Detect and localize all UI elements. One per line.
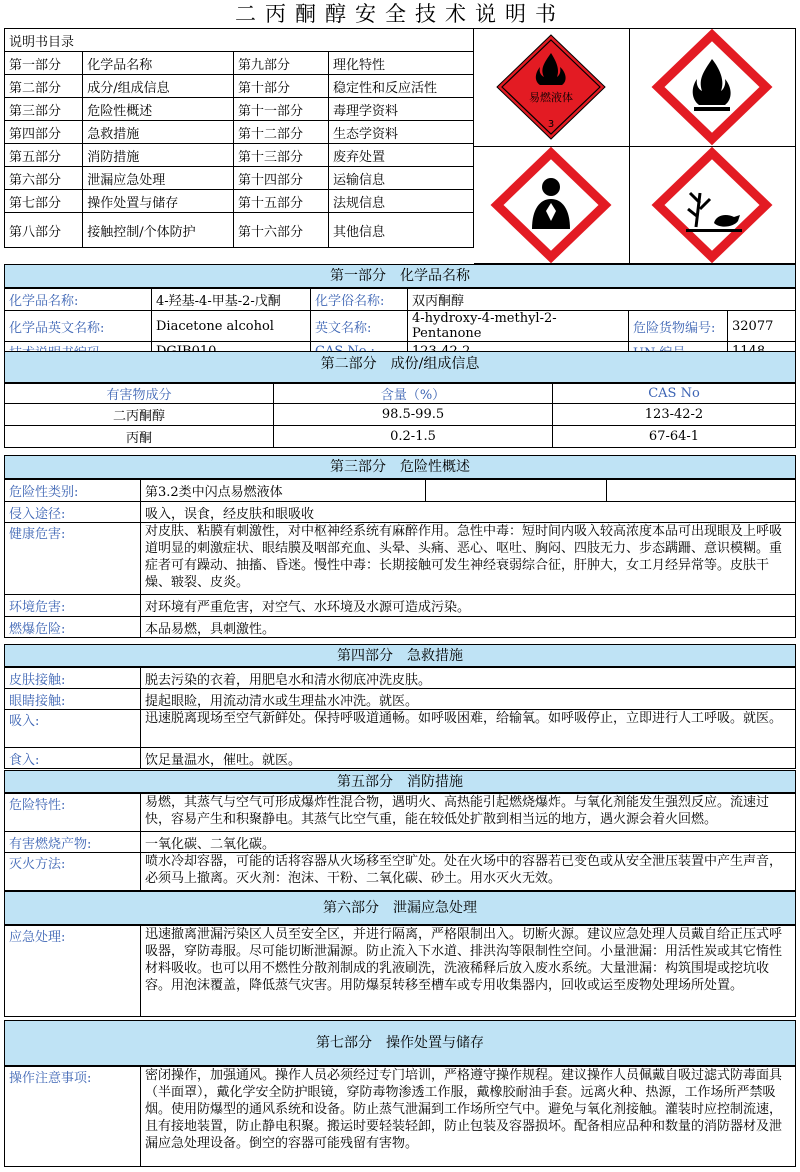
health-value: 对皮肤、粘膜有刺激性，对中枢神经系统有麻醉作用。急性中毒：短时间内吸入较高浓度本品可出现眼及上呼吸道明显的刺激症状、眼结膜及咽部充血、头晕、头痛、恶心、呕吐、胸闷、四肢无力、步态蹒跚、意识模糊。重症者可有躁动、抽搐、昏迷。慢性中毒：长期接触可发生神经衰弱综合征，肝肿大，女工月经异常等。皮肤干燥、皲裂、皮炎。 (141, 523, 796, 595)
toc-cell: 第十三部分 (233, 144, 328, 167)
toc-cell: 操作处置与储存 (83, 190, 234, 213)
toc-cell: 第八部分 (5, 213, 83, 248)
comp-cell: 123-42-2 (553, 404, 796, 426)
inhale-label: 吸入: (5, 710, 141, 748)
toc-cell: 第十一部分 (233, 98, 328, 121)
part2-section (4, 351, 796, 448)
hazard-property-value: 易燃，其蒸气与空气可形成爆炸性混合物，遇明火、高热能引起燃烧爆炸。与氧化剂能发生强烈反应。流速过快，容易产生和积聚静电。其蒸气比空气重，能在较低处扩散到相当远的地方，遇火源会着火回燃。 (141, 794, 796, 832)
toc-cell: 第一部分 (5, 52, 83, 75)
part6-section (4, 891, 796, 1017)
health-label: 健康危害: (5, 523, 141, 595)
skin-value: 脱去污染的衣着，用肥皂水和清水彻底冲洗皮肤。 (141, 668, 796, 689)
toc-cell: 第二部分 (5, 75, 83, 98)
extinguish-value: 喷水冷却容器，可能的话将容器从火场移至空旷处。处在火场中的容器若已变色或从安全泄压装置中产生声音，必须马上撤离。灭火剂：泡沫、干粉、二氧化碳、砂土。用水灭火无效。 (141, 853, 796, 891)
toc-cell: 生态学资料 (328, 121, 473, 144)
part7-table (4, 1066, 796, 1167)
env-label: 环境危害: (5, 595, 141, 617)
part1-section (4, 264, 796, 362)
hazard-class-value: 第3.2类中闪点易燃液体 (141, 480, 426, 502)
hazard-pictograms (474, 28, 796, 264)
health-hazard-icon (474, 147, 634, 264)
table-row (5, 404, 796, 426)
toc-cell: 第十六部分 (233, 213, 328, 248)
part5-table (4, 793, 796, 891)
toc-table (4, 28, 474, 248)
comp-cell: 丙酮 (5, 426, 274, 448)
part4-section (4, 644, 796, 769)
fire-label: 燃爆危险: (5, 617, 141, 638)
part4-table (4, 667, 796, 769)
toc-cell: 第十部分 (233, 75, 328, 98)
part6-title: 第六部分 泄漏应急处理 (4, 891, 796, 925)
eye-value: 提起眼睑，用流动清水或生理盐水冲洗。就医。 (141, 689, 796, 710)
flammable-liquid-transport-icon (474, 29, 634, 146)
flame-icon (630, 29, 790, 146)
part5-section (4, 770, 796, 891)
handling-label: 操作注意事项: (5, 1067, 141, 1167)
toc-cell: 急救措施 (83, 121, 234, 144)
part6-table (4, 925, 796, 1017)
toc-cell: 第九部分 (233, 52, 328, 75)
comp-header: 有害物成分 (5, 384, 274, 404)
toc-cell: 毒理学资料 (328, 98, 473, 121)
toc-cell: 第三部分 (5, 98, 83, 121)
inhale-value: 迅速脱离现场至空气新鲜处。保持呼吸道通畅。如呼吸困难，给输氧。如呼吸停止，立即进行人工呼吸。就医。 (141, 710, 796, 748)
part7-title: 第七部分 操作处置与储存 (4, 1020, 796, 1066)
toc-cell: 第四部分 (5, 121, 83, 144)
toc-cell: 运输信息 (328, 167, 473, 190)
blank-cell (607, 480, 796, 502)
toc-cell: 第十四部分 (233, 167, 328, 190)
en-name-value: Diacetone alcohol (152, 311, 311, 342)
part4-title: 第四部分 急救措施 (4, 644, 796, 667)
cn-name-label: 化学品名称: (5, 289, 152, 311)
transport-label: 易燃液体 (529, 91, 573, 104)
cn-name-value: 4-羟基-4-甲基-2-戊酮 (152, 289, 311, 311)
part5-title: 第五部分 消防措施 (4, 770, 796, 793)
part7-section (4, 1020, 796, 1167)
part3-table (4, 479, 796, 638)
eye-label: 眼睛接触: (5, 689, 141, 710)
part3-title: 第三部分 危险性概述 (4, 455, 796, 479)
dg-number-label: 危险货物编号: (629, 311, 728, 342)
toc-cell: 第五部分 (5, 144, 83, 167)
environment-hazard-icon (630, 147, 790, 264)
en-name-label: 化学品英文名称: (5, 311, 152, 342)
hazard-class-label: 危险性类别: (5, 480, 141, 502)
toc-cell: 第十二部分 (233, 121, 328, 144)
en-alt-label: 英文名称: (311, 311, 408, 342)
env-value: 对环境有严重危害，对空气、水环境及水源可造成污染。 (141, 595, 796, 617)
blank-cell (426, 480, 607, 502)
table-row (5, 426, 796, 448)
toc-cell: 第六部分 (5, 167, 83, 190)
skin-label: 皮肤接触: (5, 668, 141, 689)
route-label: 侵入途径: (5, 502, 141, 523)
common-name-label: 化学俗名称: (311, 289, 408, 311)
ingest-value: 饮足量温水，催吐。就医。 (141, 748, 796, 769)
extinguish-label: 灭火方法: (5, 853, 141, 891)
toc-cell: 其他信息 (328, 213, 473, 248)
toc-cell: 危险性概述 (83, 98, 234, 121)
en-alt-value: 4-hydroxy-4-methyl-2-Pentanone (408, 311, 629, 342)
comp-cell: 98.5-99.5 (274, 404, 553, 426)
toc-cell: 接触控制/个体防护 (83, 213, 234, 248)
route-value: 吸入，误食，经皮肤和眼吸收 (141, 502, 796, 523)
part3-section (4, 455, 796, 638)
comp-cell: 67-64-1 (553, 426, 796, 448)
document-title: 二丙酮醇安全技术说明书 (235, 2, 565, 26)
toc-cell: 化学品名称 (83, 52, 234, 75)
comp-header: CAS No (553, 384, 796, 404)
hazard-property-label: 危险特性: (5, 794, 141, 832)
dg-number-value: 32077 (728, 311, 796, 342)
transport-class: 3 (547, 119, 555, 130)
toc-cell: 废弃处置 (328, 144, 473, 167)
toc-cell: 第十五部分 (233, 190, 328, 213)
toc-cell: 理化特性 (328, 52, 473, 75)
toc-cell: 第七部分 (5, 190, 83, 213)
toc-cell: 法规信息 (328, 190, 473, 213)
toc-cell: 稳定性和反应活性 (328, 75, 473, 98)
toc-title: 说明书目录 (5, 29, 474, 52)
composition-table (4, 383, 796, 448)
combustion-products-label: 有害燃烧产物: (5, 832, 141, 853)
ingest-label: 食入: (5, 748, 141, 769)
common-name-value: 双丙酮醇 (408, 289, 796, 311)
fire-value: 本品易燃，具刺激性。 (141, 617, 796, 638)
comp-header: 含量（%） (274, 384, 553, 404)
comp-cell: 0.2-1.5 (274, 426, 553, 448)
toc-cell: 泄漏应急处理 (83, 167, 234, 190)
toc-cell: 消防措施 (83, 144, 234, 167)
part1-title: 第一部分 化学品名称 (4, 264, 796, 288)
handling-value: 密闭操作，加强通风。操作人员必须经过专门培训，严格遵守操作规程。建议操作人员佩戴自吸过滤式防毒面具（半面罩），戴化学安全防护眼镜，穿防毒物渗透工作服，戴橡胶耐油手套。远离火种、热源，工作场所严禁吸烟。使用防爆型的通风系统和设备。防止蒸气泄漏到工作场所空气中。避免与氧化剂接触。灌装时应控制流速，且有接地装置，防止静电积聚。搬运时要轻装轻卸，防止包装及容器损坏。配备相应品种和数量的消防器材及泄漏应急处理设备。倒空的容器可能残留有害物。 (141, 1067, 796, 1167)
combustion-products-value: 一氧化碳、二氧化碳。 (141, 832, 796, 853)
toc-cell: 成分/组成信息 (83, 75, 234, 98)
emergency-value: 迅速撤离泄漏污染区人员至安全区，并进行隔离，严格限制出入。切断火源。建议应急处理人员戴自给正压式呼吸器，穿防毒服。尽可能切断泄漏源。防止流入下水道、排洪沟等限制性空间。小量泄漏：用活性炭或其它惰性材料吸收。也可以用不燃性分散剂制成的乳液刷洗，洗液稀释后放入废水系统。大量泄漏：构筑围堤或挖坑收容。用泡沫覆盖，降低蒸气灾害。用防爆泵转移至槽车或专用收集器内，回收或运至废物处理场所处置。 (141, 926, 796, 1017)
part2-title: 第二部分 成份/组成信息 (4, 351, 796, 383)
comp-cell: 二丙酮醇 (5, 404, 274, 426)
emergency-label: 应急处理: (5, 926, 141, 1017)
